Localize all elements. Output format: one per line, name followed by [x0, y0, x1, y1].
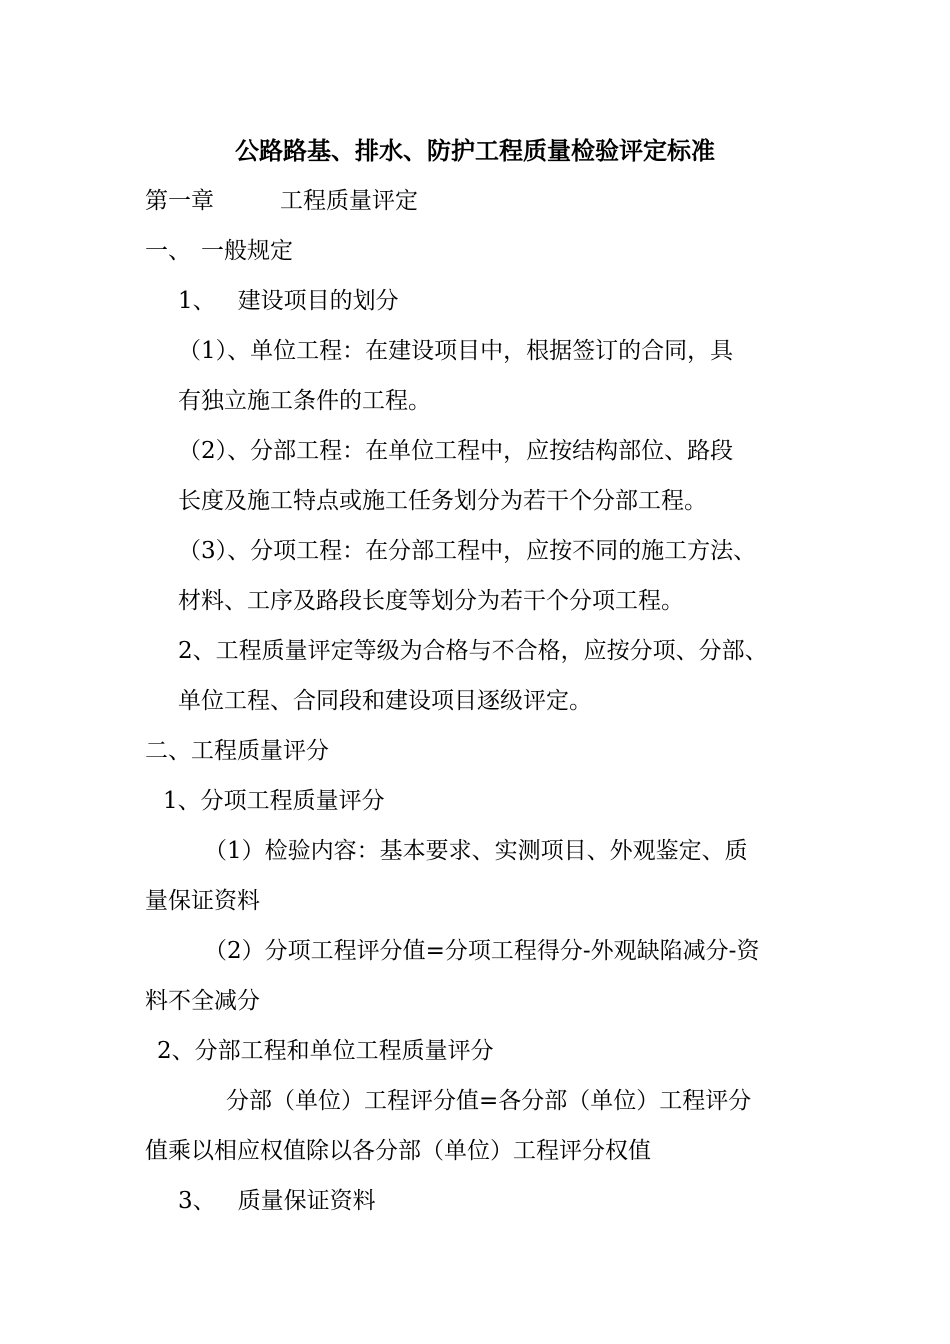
chapter-label: 第一章 — [145, 188, 214, 214]
paragraph-line: （2）、分部工程：在单位工程中，应按结构部位、路段 — [178, 438, 734, 464]
paragraph-line: （1）、单位工程：在建设项目中，根据签订的合同，具 — [178, 338, 734, 364]
document-title: 公路路基、排水、防护工程质量检验评定标准 — [235, 136, 715, 165]
section-heading-scoring: 二、工程质量评分 — [145, 738, 329, 764]
paragraph-line: 长度及施工特点或施工任务划分为若干个分部工程。 — [178, 488, 707, 514]
paragraph-line: 2、工程质量评定等级为合格与不合格，应按分项、分部、 — [178, 638, 768, 664]
paragraph-line: 值乘以相应权值除以各分部（单位）工程评分权值 — [145, 1138, 651, 1164]
paragraph-line: 料不全减分 — [145, 988, 260, 1014]
section-number: 一、 — [145, 238, 191, 264]
paragraph-line: （2）分项工程评分值=分项工程得分-外观缺陷减分-资 — [204, 938, 760, 964]
paragraph-line: （1）检验内容：基本要求、实测项目、外观鉴定、质 — [204, 838, 748, 864]
item-text: 质量保证资料 — [237, 1188, 376, 1214]
section-heading-general — [145, 234, 293, 268]
item-quality-documents — [178, 1184, 376, 1218]
paragraph-line: 单位工程、合同段和建设项目逐级评定。 — [178, 688, 592, 714]
item-division-unit-scoring: 2、分部工程和单位工程质量评分 — [157, 1038, 494, 1064]
chapter-heading — [145, 184, 418, 218]
paragraph-line: （3）、分项工程：在分部工程中，应按不同的施工方法、 — [178, 538, 757, 564]
item-project-division — [178, 284, 399, 318]
item-number: 1、 — [178, 288, 216, 314]
paragraph-line: 分部（单位）工程评分值=各分部（单位）工程评分 — [226, 1088, 752, 1114]
section-title: 一般规定 — [201, 238, 293, 264]
item-subitem-scoring: 1、分项工程质量评分 — [163, 788, 385, 814]
item-text: 建设项目的划分 — [237, 288, 399, 314]
paragraph-line: 材料、工序及路段长度等划分为若干个分项工程。 — [178, 588, 684, 614]
item-number: 3、 — [178, 1188, 216, 1214]
paragraph-line: 量保证资料 — [145, 888, 260, 914]
paragraph-line: 有独立施工条件的工程。 — [178, 388, 431, 414]
chapter-name: 工程质量评定 — [280, 188, 418, 214]
